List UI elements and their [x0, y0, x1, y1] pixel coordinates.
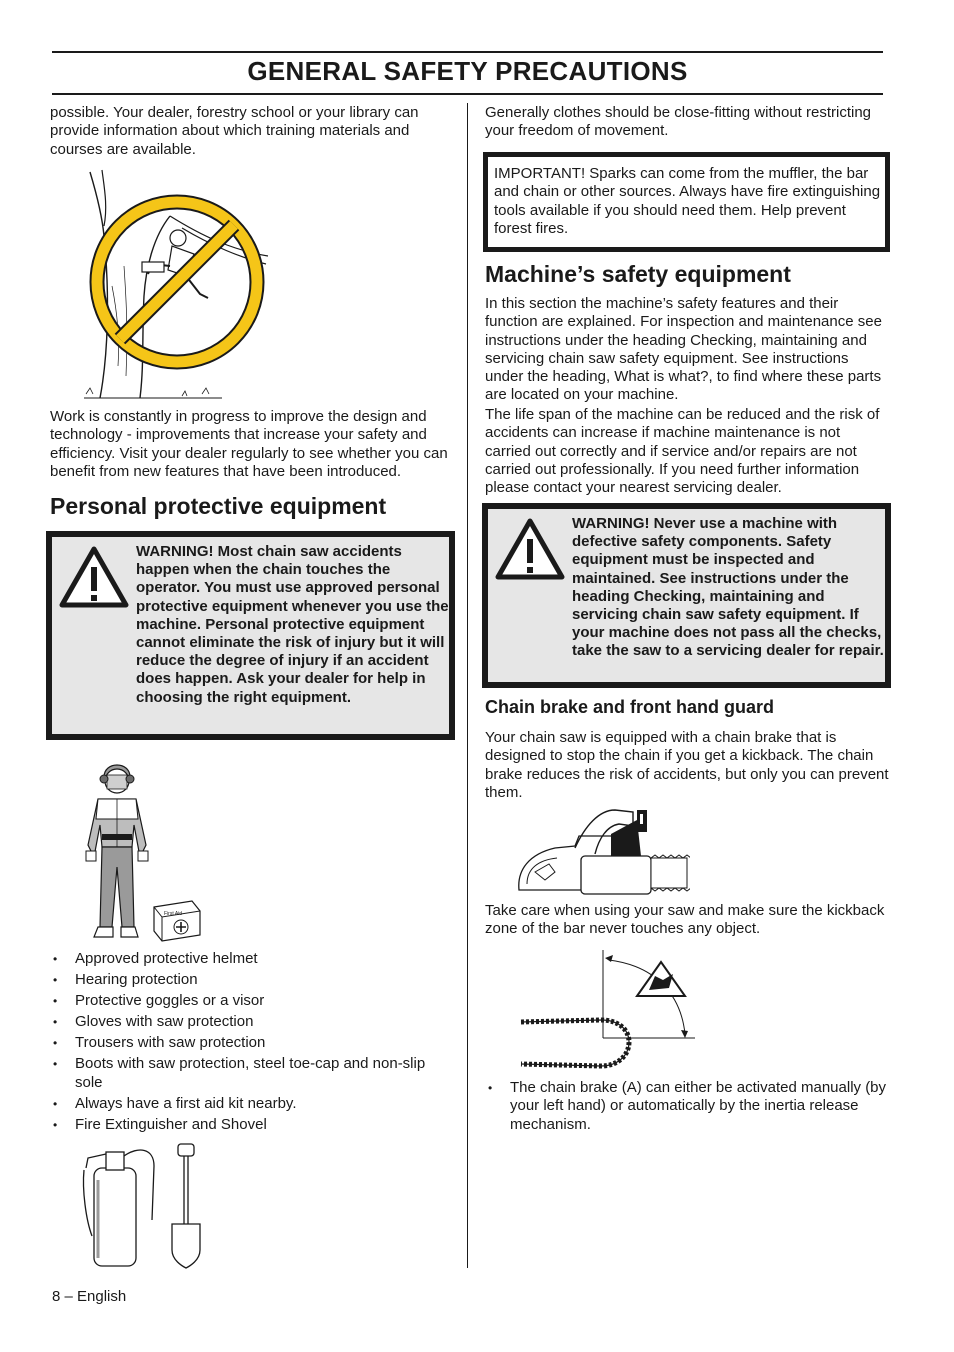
bullet-icon: •	[53, 952, 58, 966]
machine-safety-heading: Machine’s safety equipment	[485, 261, 791, 287]
kickback-zone-illustration	[517, 946, 697, 1072]
machine-warning-box	[482, 503, 891, 688]
list-item: • Protective goggles or a visor	[53, 992, 265, 1010]
protective-equipment-figure-illustration	[80, 755, 205, 945]
chain-brake-paragraph-1: Your chain saw is equipped with a chain brake that is designed to stop the chain if you get a kickback. The chain brake reduces the risk of accidents, but only you can prevent them.	[485, 729, 889, 801]
tree-climbing-prohibited-illustration	[82, 166, 272, 402]
header-bottom-rule	[52, 93, 883, 95]
ppe-list	[50, 950, 455, 1137]
ppe-heading: Personal protective equipment	[50, 493, 387, 519]
list-item: • The chain brake (A) can either be activated manually (by your left hand) or automatically by the inertia release mechanism.	[488, 1079, 887, 1133]
bullet-icon: •	[53, 994, 58, 1009]
chain-brake-illustration	[515, 806, 690, 898]
machine-paragraph-1: In this section the machine’s safety features and their function are explained. For inspection and maintenance see instructions under the heading Checking, maintaining and servicing chain saw safety equipment. See instructions under the heading, What is what?, to find where these parts are located on your machine.	[485, 295, 882, 404]
first-aid-kit-label: First Aid	[164, 911, 183, 917]
important-text: IMPORTANT! Sparks can come from the muffler, the bar and chain or other sources. Always have fire extinguishing tools available if you should need them. Help prevent forest fires.	[494, 165, 881, 237]
page-footer: 8 – English	[52, 1288, 127, 1305]
bullet-icon: •	[53, 1096, 58, 1111]
ppe-warning-box	[46, 531, 455, 740]
warning-triangle-icon	[58, 545, 130, 611]
list-item: • Fire Extinguisher and Shovel	[53, 1115, 267, 1133]
chain-brake-list	[485, 1079, 890, 1137]
list-item: • Always have a first aid kit nearby.	[53, 1094, 297, 1112]
bullet-icon: •	[53, 1117, 58, 1132]
important-box	[483, 152, 890, 252]
intro-paragraph: possible. Your dealer, forestry school or your library can provide information about which training materials and courses are available.	[50, 104, 419, 158]
list-item: • Approved protective helmet	[53, 950, 258, 967]
bullet-icon: •	[53, 1036, 58, 1051]
list-item: • Trousers with saw protection	[53, 1034, 266, 1052]
chain-brake-paragraph-2: Take care when using your saw and make sure the kickback zone of the bar never touches any object.	[485, 902, 885, 938]
page-title: GENERAL SAFETY PRECAUTIONS	[247, 56, 688, 86]
list-item: • Gloves with saw protection	[53, 1013, 254, 1031]
column-divider	[467, 103, 468, 1268]
improvement-paragraph: Work is constantly in progress to improve the design and technology - improvements that increase your safety and efficiency. Visit your dealer regularly to see whether you can benefit from new features that have been introduced.	[50, 408, 448, 480]
list-item: • Boots with saw protection, steel toe-cap and non-slip sole	[53, 1055, 426, 1091]
bullet-icon: •	[53, 1057, 58, 1072]
clothes-paragraph: Generally clothes should be close-fitting without restricting your freedom of movement.	[485, 104, 872, 140]
warning-triangle-icon	[494, 517, 566, 583]
bullet-icon: •	[53, 973, 58, 988]
bullet-icon: •	[53, 1015, 58, 1030]
machine-warning-text: WARNING! Never use a machine with defective safety components. Safety equipment must be inspected and maintained. See instructions under the heading Checking, maintaining and servicing chain saw safety equipment. If your machine does not pass all the checks, take the saw to a servicing dealer for repair.	[572, 515, 884, 660]
extinguisher-and-shovel-illustration	[80, 1140, 215, 1270]
chain-brake-heading: Chain brake and front hand guard	[485, 697, 775, 717]
ppe-warning-text: WARNING! Most chain saw accidents happen when the chain touches the operator. You must use approved personal protective equipment whenever you use the machine. Personal protective equipment cannot eliminate the risk of injury but it will reduce the degree of injury if an accident does happen. Ask your dealer for help in choosing the right equipment.	[136, 543, 449, 706]
list-item: • Hearing protection	[53, 971, 198, 989]
bullet-icon: •	[488, 1081, 493, 1095]
header-top-rule	[52, 51, 883, 53]
machine-paragraph-2: The life span of the machine can be reduced and the risk of accidents can increase if machine maintenance is not carried out correctly and if service and/or repairs are not carried out professionally. If you need further information please contact your nearest servicing dealer.	[485, 406, 880, 497]
